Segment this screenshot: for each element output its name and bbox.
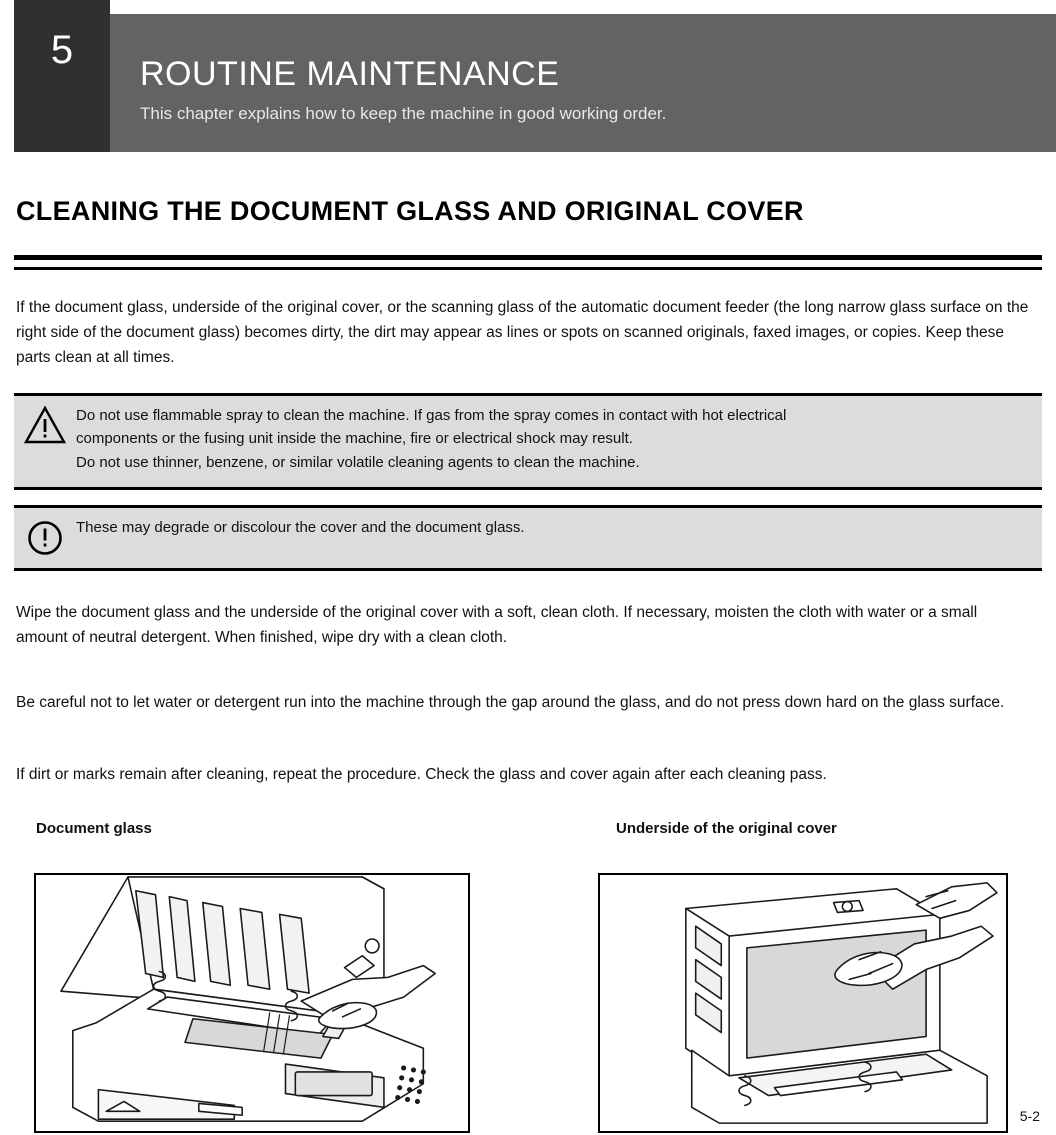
chapter-number-tab xyxy=(14,0,110,152)
caution-notice xyxy=(14,505,1042,571)
chapter-number: 5 xyxy=(50,28,74,72)
caution-exclamation-icon xyxy=(24,516,66,558)
section-heading: CLEANING THE DOCUMENT GLASS AND ORIGINAL COVER xyxy=(16,196,804,226)
warning-line-1: Do not use flammable spray to clean the machine. If gas from the spray comes in contact with hot electrical xyxy=(76,407,787,424)
caution-notice-text xyxy=(76,516,1028,539)
body-paragraph-1: Wipe the document glass and the underside of the original cover with a soft, clean cloth. If necessary, moisten the cloth with water or a small amount of neutral detergent. When finished, wipe dry with a clean cloth. xyxy=(16,604,978,647)
page-number: 5-2 xyxy=(1019,1108,1040,1124)
warning-line-2: components or the fusing unit inside the machine, fire or electrical shock may result. xyxy=(76,430,633,448)
warning-line-3: Do not use thinner, benzene, or similar volatile cleaning agents to clean the machine. xyxy=(76,453,640,471)
caution-line-1: These may degrade or discolour the cover and the document glass. xyxy=(76,519,525,536)
figure-caption-left: Document glass xyxy=(36,820,152,837)
heading-rule-thick xyxy=(14,255,1042,260)
figure-original-cover-underside xyxy=(598,873,1008,1133)
intro-paragraph: If the document glass, underside of the original cover, or the scanning glass of the automatic document feeder (the long narrow glass surface on the right side of the document glass) becomes dirty, the dirt may appear as lines or spots on scanned originals, faxed images, or copies. Keep these parts clean at all times. xyxy=(16,299,1029,366)
warning-triangle-icon xyxy=(24,404,66,446)
figure-caption-right: Underside of the original cover xyxy=(616,820,837,837)
heading-rule-thin xyxy=(14,267,1042,270)
chapter-header xyxy=(0,0,1056,152)
chapter-title: ROUTINE MAINTENANCE xyxy=(140,55,560,93)
warning-notice xyxy=(14,393,1042,490)
figure-document-glass xyxy=(34,873,470,1133)
body-paragraph-2: Be careful not to let water or detergent run into the machine through the gap around the glass, and do not press down hard on the glass surface. xyxy=(16,694,1005,711)
chapter-subtitle: This chapter explains how to keep the machine in good working order. xyxy=(140,104,667,123)
body-paragraph-3: If dirt or marks remain after cleaning, repeat the procedure. Check the glass and cover again after each cleaning pass. xyxy=(16,766,827,783)
warning-notice-text xyxy=(76,404,1028,474)
